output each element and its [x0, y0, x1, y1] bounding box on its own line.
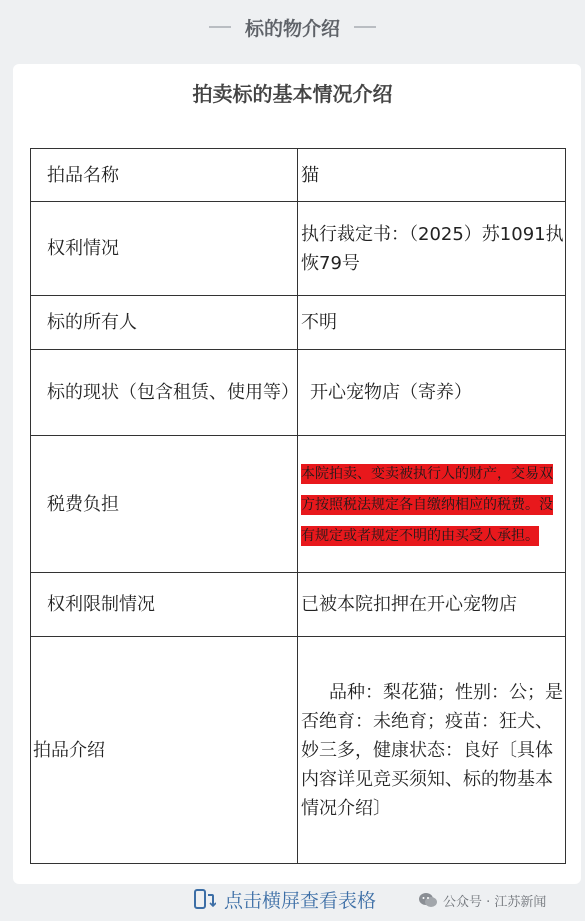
table-row: [31, 573, 566, 637]
watermark-label: 公众号 · 江苏新闻: [443, 894, 547, 910]
table-row: [31, 296, 566, 350]
row-label: 标的所有人: [31, 296, 298, 350]
row-value: 执行裁定书：（2025）苏1091执恢79号: [298, 202, 566, 296]
row-value: 已被本院扣押在开心宠物店: [298, 573, 566, 637]
table-row: [31, 202, 566, 296]
row-label: 权利情况: [31, 202, 298, 296]
highlighted-tax-text: 本院拍卖、变卖被执行人的财产，交易双方按照税法规定各自缴纳相应的税费。没有规定或者规定不明的由买受人承担。: [301, 465, 553, 544]
row-value: 不明: [298, 296, 566, 350]
row-label: 拍品介绍: [31, 637, 298, 864]
row-label: 权利限制情况: [31, 573, 298, 637]
row-label: 税费负担: [31, 436, 298, 573]
wechat-icon: [418, 892, 438, 908]
auction-info-table: [30, 148, 566, 864]
section-title: 标的物介绍: [244, 17, 340, 40]
table-row: [31, 149, 566, 202]
row-value: 品种：梨花猫；性别：公；是否绝育：未绝育；疫苗：狂犬、妙三多，健康状态：良好〔具体内容详见竞买须知、标的物基本情况介绍〕: [298, 637, 566, 864]
rotate-screen-icon: [192, 887, 216, 911]
footer: [0, 884, 585, 921]
row-label: 拍品名称: [31, 149, 298, 202]
wechat-watermark: [418, 888, 546, 912]
row-value: [298, 436, 566, 573]
landscape-link-label: 点击横屏查看表格: [224, 889, 377, 912]
card-title: 拍卖标的基本情况介绍: [192, 82, 393, 106]
landscape-view-link[interactable]: [192, 884, 376, 914]
row-value: 猫: [298, 149, 566, 202]
section-header: [0, 0, 585, 54]
table-row: [31, 637, 566, 864]
header-right-dash: [354, 26, 376, 28]
row-label: 标的现状（包含租赁、使用等）: [31, 350, 298, 436]
header-left-dash: [209, 26, 231, 28]
row-value: 开心宠物店（寄养）: [298, 350, 566, 436]
table-row: [31, 350, 566, 436]
table-row: [31, 436, 566, 573]
